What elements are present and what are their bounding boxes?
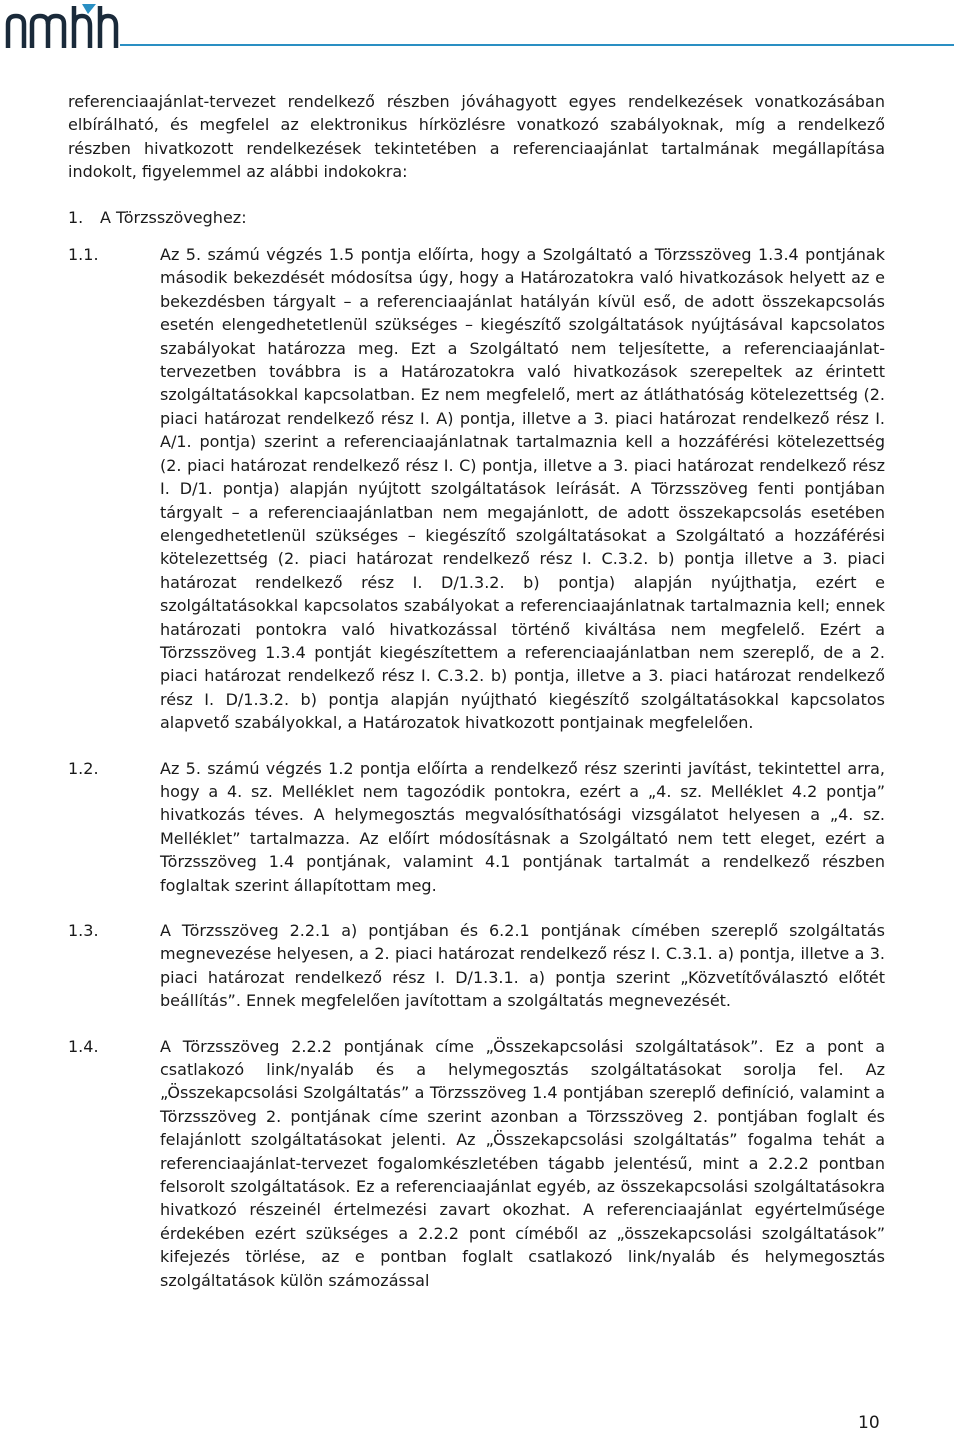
page-header xyxy=(0,0,960,80)
section-title: A Törzsszöveghez: xyxy=(100,207,247,227)
item-number: 1.1. xyxy=(68,245,99,265)
logo-mark-icon xyxy=(4,2,122,50)
document-body xyxy=(68,90,885,1292)
nmhh-logo xyxy=(4,2,122,54)
item-text: Az 5. számú végzés 1.5 pontja előírta, hogy a Szolgáltató a Törzsszöveg 1.3.4 pontjának második bekezdését módosítsa úgy, hogy a Határozatokra való hivatkozások helyett az e bekezdésben tárgyalt – a referenciaajánlat hatályán kívül eső, de adott összekapcsolás esetén elengedhetetlenül szükséges – kiegészítő szolgáltatások nyújtásával kapcsolatos szabályokat határozza meg. Ezt a Szolgáltató nem teljesítette, a referenciaajánlat-tervezetben továbbra is a Határozatokra való hivatkozások szerepeltek az érintett szolgáltatásokkal kapcsolatban. Ez nem megfelelő, mert az átláthatóság kötelezettség (2. piaci határozat rendelkező rész I. A) pontja, illetve a 3. piaci határozat rendelkező rész I. A/1. pontja) szerint a referenciaajánlatnak tartalmaznia kell a hozzáférési kötelezettség (2. piaci határozat rendelkező rész I. C) pontja, illetve a 3. piaci határozat rendelkező rész I. D/1. pontja) alapján nyújtott szolgáltatások leírását. A Törzsszöveg fenti pontjában tárgyalt – a referenciaajánlatban nem megajánlott, de adott összekapcsolás esetében elengedhetetlenül szükséges – kiegészítő szolgáltatásokat a Szolgáltató a hozzáférési kötelezettség (2. piaci határozat rendelkező rész I. C.3.2. b) pontja illetve a 3. piaci határozat rendelkező rész I. D/1.3.2. b) pontja) alapján nyújthatja, ezért e szolgáltatásokkal kapcsolatos szabályokat a referenciaajánlatnak tartalmaznia kell; ennek határozati pontokra való hivatkozással történő kiváltása nem megfelelő. Ezért a Törzsszöveg 1.3.4 pontját kiegészítettem a referenciaajánlatban nem szereplő, de a 2. piaci határozat rendelkező rész I. C.3.2. b) pontja, illetve a 3. piaci határozat rendelkező rész I. D/1.3.2. b) pontja alapján nyújtható kiegészítő szolgáltatásokkal kapcsolatos alapvető szabályokkal, a Határozatok hivatkozott pontjainak megfelelően. xyxy=(160,245,885,733)
item-text: A Törzsszöveg 2.2.2 pontjának címe „Összekapcsolási szolgáltatások”. Ez a pont a csatlakozó link/nyaláb és a helymegosztás szolgáltatásokat sorolja fel. Az „Összekapcsolási Szolgáltatás” a Törzsszöveg 1.4 pontjában szereplő definíció, valamint a Törzsszöveg 2. pontjának címe szerint azonban a Törzsszöveg 2. pontjában foglalt és felajánlott szolgáltatásokat jelenti. Az „Összekapcsolási szolgáltatás” fogalma tehát a referenciaajánlat-tervezet fogalomkészletében tágabb jelentésű, mint a 2.2.2 pontban felsorolt szolgáltatások. Ez a referenciaajánlat egyéb, az összekapcsolási szolgáltatásokra hivatkozó részeinél értelmezési zavart okozhat. A referenciaajánlat egyértelműsége érdekében ezért szükséges a 2.2.2 pont címéből az „összekapcsolási szolgáltatások” kifejezés törlése, az e pontban foglalt csatlakozó link/nyaláb és helymegosztás szolgáltatások külön számozással xyxy=(160,1036,885,1290)
item-number: 1.4. xyxy=(68,1036,99,1056)
header-rule xyxy=(120,44,954,46)
item-text: Az 5. számú végzés 1.2 pontja előírta a rendelkező rész szerinti javítást, tekintettel arra, hogy a 4. sz. Melléklet nem tagozódik pontokra, ezért a „4. sz. Melléklet 4.2 pontja” hivatkozás téves. A helymegosztás megvalósíthatósági vizsgálatot helyesen a „4. sz. Melléklet” tartalmazza. Az előírt módosításnak a Szolgáltató nem tett eleget, ezért a Törzsszöveg 1.4 pontjának, valamint 4.1 pontjának tartalmát a rendelkező részben foglaltak szerint állapítottam meg. xyxy=(160,758,885,895)
intro-paragraph: referenciaajánlat-tervezet rendelkező részben jóváhagyott egyes rendelkezések vonatkozásában elbírálható, és megfelel az elektronikus hírközlésre vonatkozó szabályoknak, míg a rendelkező részben hivatkozott rendelkezések tekintetében a referenciaajánlat tartalmának megállapítása indokolt, figyelemmel az alábbi indokokra: xyxy=(68,92,885,182)
item-text: A Törzsszöveg 2.2.1 a) pontjában és 6.2.1 pontjának címében szereplő szolgáltatás megnevezése helyesen, a 2. piaci határozat rendelkező rész I. C.3.1. a) pontja, illetve a 3. piaci határozat rendelkező rész I. D/1.3.1. a) pontja szerint „Közvetítőválasztó előtét beállítás”. Ennek megfelelően javítottam a szolgáltatás megnevezését. xyxy=(160,921,885,1011)
list-item xyxy=(68,1035,885,1292)
item-number: 1.2. xyxy=(68,758,99,778)
page-number: 10 xyxy=(858,1413,880,1433)
list-item xyxy=(68,757,885,897)
section-heading xyxy=(68,206,885,229)
item-number: 1.3. xyxy=(68,921,99,940)
list-item xyxy=(68,919,885,1013)
list-item xyxy=(68,243,885,735)
section-number: 1. xyxy=(68,207,84,227)
